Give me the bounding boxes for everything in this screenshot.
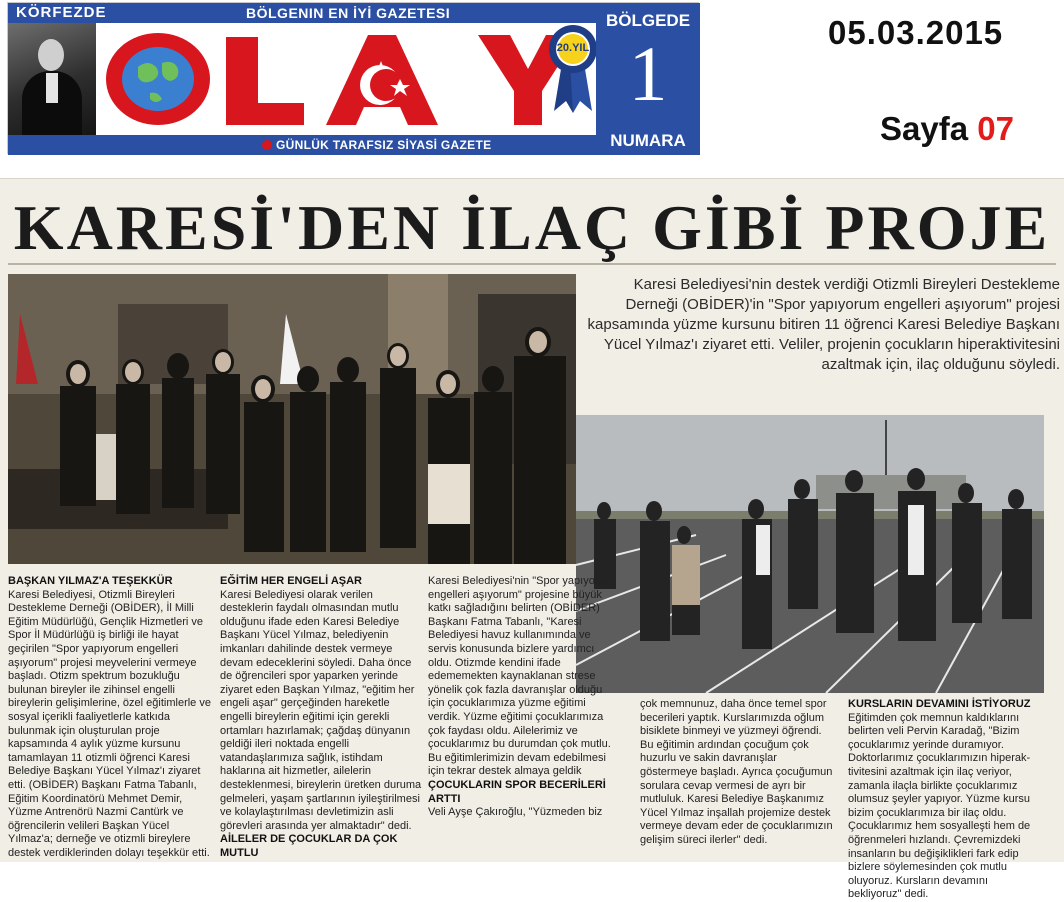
anniversary-rosette xyxy=(546,23,600,113)
rank-panel xyxy=(596,3,700,155)
ataturk-portrait xyxy=(8,23,96,135)
rank-top-label: BÖLGEDE xyxy=(605,11,691,30)
column-1-text: Karesi Belediyesi, Otizmli Bireyleri Destekleme Derneği (OBİDER), İl Milli Eğitim Müdürlüğü, Gençlik Hizmetleri ve Spor İl Müdürlüğü iş birliği ile hayat geçirilen "Spor yapıyorum engelleri aşıyorum" projesi meyvelerini vermeye başladı. Otizm spektrum bozukluğu bulunan bireyler ile zihinsel engelli bireylerin gelişimlerine, özel eğitimlerle ve sosyal içerikli faaliyetlerle katkıda bulunmak için oluşturulan proje kapsamında 4 aylık yüzme kursunu tamamlayan 11 otizmli öğrenci Karesi Belediye Başkanı Yücel Yılmaz'ı ziyaret etti. (OBİDER) Başkanı Fatma Tabanlı, Eğitim Koordinatörü Mehmet Demir, Yüzme Antrenörü Nazmi Cantürk ve öğrencilerin velileri Başkan Yücel Yılmaz'a; derneğe ve otizmli bireylere destek verdiklerinden dolayı teşekkür etti. xyxy=(8,588,211,859)
page-number: 07 xyxy=(977,110,1014,147)
rank-bottom-label: NUMARA xyxy=(610,131,686,150)
newspaper-masthead xyxy=(7,2,699,154)
anniversary-badge-text: 20.YIL xyxy=(556,42,590,54)
article-column-5 xyxy=(848,698,1044,902)
section-heading-thanks: BAŞKAN YILMAZ'A TEŞEKKÜR xyxy=(8,575,173,587)
section-heading-education: EĞİTİM HER ENGELİ AŞAR xyxy=(220,575,362,587)
column-5-text: Eğitimden çok memnun kaldıklarını belirten veli Pervin Karadağ, "Bizim çocuklarımız yerinde duramıyor. Doktorlarımız çocuklarımızın hiperak-tivitesini azaltmak için ilaç veriyor, zamanla ilaçla birlikte çocuklarımız olumsuz şeyler yapıyor. Yüzme kursu bizim çocuklarımıza bir ilaç oldu. Çocuklarımız hem sosyalleşti hem de öğrenmeleri hızlandı. Çevremizdeki insanların bu değişiklikleri fark edip bizlere söylemesinden çok mutlu oluyoruz. Kursların devamını bekliyoruz" dedi. xyxy=(848,711,1031,901)
article-column-2 xyxy=(220,575,422,860)
masthead-slogan: BÖLGENIN EN İYİ GAZETESI xyxy=(246,5,451,21)
rank-number: 1 xyxy=(628,30,668,117)
masthead-tagline: GÜNLÜK TARAFSIZ SİYASİ GAZETE xyxy=(276,138,492,152)
section-heading-families: AİLELER DE ÇOCUKLAR DA ÇOK MUTLU xyxy=(220,833,398,859)
red-bullet-icon xyxy=(262,140,272,150)
photo-walking-track xyxy=(576,415,1044,693)
olay-logo xyxy=(98,23,596,135)
article-column-3 xyxy=(428,575,614,820)
column-2-text: Karesi Belediyesi olarak verilen desteklerin faydalı olmasından mutlu olduğunu ifade eden Karesi Belediye Başkanı Yücel Yılmaz, belediyenin imkanları dahilinde destek vermeye devam edeceklerini söyledi. Daha önce de öğrencileri spor yaparken yerinde ziyaret eden Başkan Yılmaz, "eğitim her engeli aşar" gerçeğinden hareketle engelli bireylerin eğitimi için gerekli ortamları hazırlamak; çağdaş dünyanın geldiği ileri noktada engelli vatandaşlarımıza sağlık, istihdam haklarına ait hizmetler, ailelerin desteklenmesi, bireylerin üretken duruma gelmeleri, yaşam şartlarının iyileştirilmesi ve kolaylaştırılması devletimizin asli görevleri arasında yer almaktadır" dedi. xyxy=(220,588,422,832)
column-3-text: Karesi Belediyesi'nin "Spor yapıyorum engelleri aşıyorum" projesine büyük katkı sağladığını belirten (OBİDER) Başkanı Fatma Tabanlı, "Karesi Belediyesi havuz kullanımında ve servis konusunda bizlere yardımcı oldu. Otizmde kendini ifade edememekten kaynaklanan strese yönelik çok fazla davranışlar olduğu için çocuklarımıza yüzme eğitimi verdik. Yüzme eğitimi çocuklarımıza çok faydası oldu. Ailelerimiz ve çocuklarımız bu durumdan çok mutlu. Bu eğitimlerimizin devam edebilmesi için tekrar destek almaya geldik xyxy=(428,575,614,778)
section-heading-sport-skills: ÇOCUKLARIN SPOR BECERİLERİ ARTTI xyxy=(428,778,606,805)
newspaper-clipping xyxy=(0,178,1064,901)
article-lead: Karesi Belediyesi'nin destek verdiği Otizmli Bireyleri Destekleme Derneği (OBİDER)'in "Spor yapıyorum engelleri aşıyorum" projesi kapsamında yüzme kursunu bitiren 11 öğrenci Karesi Belediye Başkanı Yücel Yılmaz'ı ziyaret etti. Veliler, projenin çocukların hiperaktivitesini azaltmak için, ilaç olduğunu söyledi. xyxy=(587,276,1060,373)
article-column-1 xyxy=(8,575,214,860)
page-indicator xyxy=(880,110,1014,148)
masthead-top-bar xyxy=(8,3,596,23)
article-headline: KARESİ'DEN İLAÇ GİBİ PROJE xyxy=(13,192,1051,263)
masthead-region-label: KÖRFEZDE xyxy=(16,4,107,21)
photo-group-visit xyxy=(8,274,576,564)
masthead-bottom-bar xyxy=(8,135,596,155)
publication-date: 05.03.2015 xyxy=(828,14,1004,51)
column-3-text-continued: Veli Ayşe Çakıroğlu, "Yüzmeden biz xyxy=(428,806,603,819)
headline-divider xyxy=(8,263,1056,265)
column-4-text: çok memnunuz, daha önce temel spor becerileri yaptık. Kurslarımızda oğlum bisiklete binmeyi ve yüzmeyi öğrendi. Bu eğitimin ardından çocuğum çok huzurlu ve sakin davranışlar göstermeye başladı. Ayrıca çocuğumun sorulara cevap vermesi de ayrı bir mutluluk. Karesi Belediye Başkanımız Yücel Yılmaz inşallah projemize destek vermeye devam eder de çocuklarımızın gelişim süreci ilerler" dedi. xyxy=(640,698,833,846)
page-label: Sayfa xyxy=(880,110,969,147)
article-column-4 xyxy=(640,698,836,848)
section-heading-courses: KURSLARIN DEVAMINI İSTİYORUZ xyxy=(848,698,1031,710)
